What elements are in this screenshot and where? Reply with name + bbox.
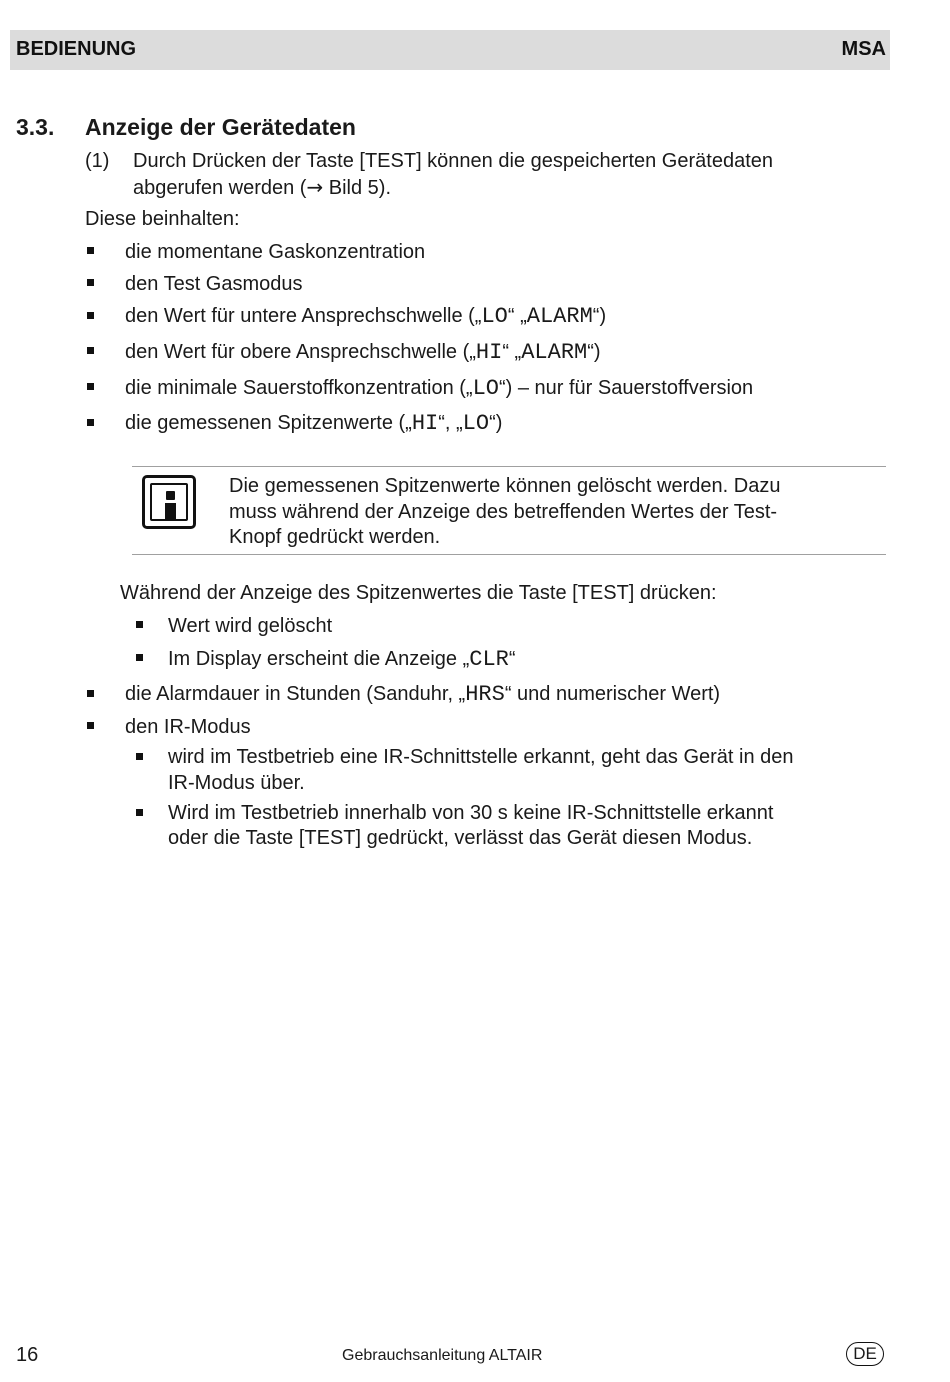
footer-title: Gebrauchsanleitung ALTAIR (342, 1347, 543, 1364)
language-badge: DE (846, 1342, 884, 1366)
sub-list-item: Wert wird gelöscht (168, 615, 333, 637)
list-item: die momentane Gaskonzentration (125, 241, 426, 263)
note-line3: Knopf gedrückt werden. (229, 526, 441, 548)
sub-list-item-line2: IR-Modus über. (168, 772, 305, 794)
step-text-line2: abgerufen werden (→ Bild 5). (133, 175, 392, 199)
note-top-rule (132, 466, 886, 467)
bullet-icon (136, 809, 143, 816)
list-item: die Alarmdauer in Stunden (Sanduhr, „HRS“ und numerischer Wert) (125, 682, 721, 707)
page-number: 16 (16, 1344, 39, 1366)
intro-text: Diese beinhalten: (85, 208, 240, 230)
list-item: die gemessenen Spitzenwerte („HI“, „LO“) (125, 411, 503, 436)
bullet-icon (87, 247, 94, 254)
section-title: Anzeige der Gerätedaten (85, 114, 356, 140)
step-text-line1: Durch Drücken der Taste [TEST] können die gespeicherten Gerätedaten (133, 150, 773, 172)
list-item: den Wert für untere Ansprechschwelle („LO“ „ALARM“) (125, 304, 607, 329)
step-number: (1) (85, 150, 110, 172)
bullet-icon (87, 347, 94, 354)
bullet-icon (87, 419, 94, 426)
header-brand: MSA (841, 38, 886, 60)
list-item: den IR-Modus (125, 716, 251, 738)
info-icon (142, 475, 196, 529)
section-number: 3.3. (16, 114, 55, 140)
list-item: die minimale Sauerstoffkonzentration („LO“) – nur für Sauerstoffversion (125, 376, 754, 401)
bullet-icon (136, 654, 143, 661)
bullet-icon (136, 621, 143, 628)
during-text: Während der Anzeige des Spitzenwertes die Taste [TEST] drücken: (120, 582, 717, 604)
bullet-icon (87, 312, 94, 319)
bullet-icon (136, 753, 143, 760)
header-bar (10, 30, 890, 70)
list-item: den Test Gasmodus (125, 273, 303, 295)
note-line1: Die gemessenen Spitzenwerte können gelöscht werden. Dazu (229, 475, 781, 497)
bullet-icon (87, 722, 94, 729)
sub-list-item-line2: oder die Taste [TEST] gedrückt, verlässt das Gerät diesen Modus. (168, 827, 753, 849)
sub-list-item: Im Display erscheint die Anzeige „CLR“ (168, 647, 516, 672)
note-bottom-rule (132, 554, 886, 555)
sub-list-item-line1: wird im Testbetrieb eine IR-Schnittstelle erkannt, geht das Gerät in den (168, 746, 794, 768)
bullet-icon (87, 690, 94, 697)
bullet-icon (87, 383, 94, 390)
header-section-label: BEDIENUNG (16, 38, 137, 60)
note-line2: muss während der Anzeige des betreffenden Wertes der Test- (229, 501, 778, 523)
bullet-icon (87, 279, 94, 286)
arrow-right-icon: → (306, 175, 324, 199)
sub-list-item-line1: Wird im Testbetrieb innerhalb von 30 s keine IR-Schnittstelle erkannt (168, 802, 774, 824)
list-item: den Wert für obere Ansprechschwelle („HI“ „ALARM“) (125, 340, 601, 365)
